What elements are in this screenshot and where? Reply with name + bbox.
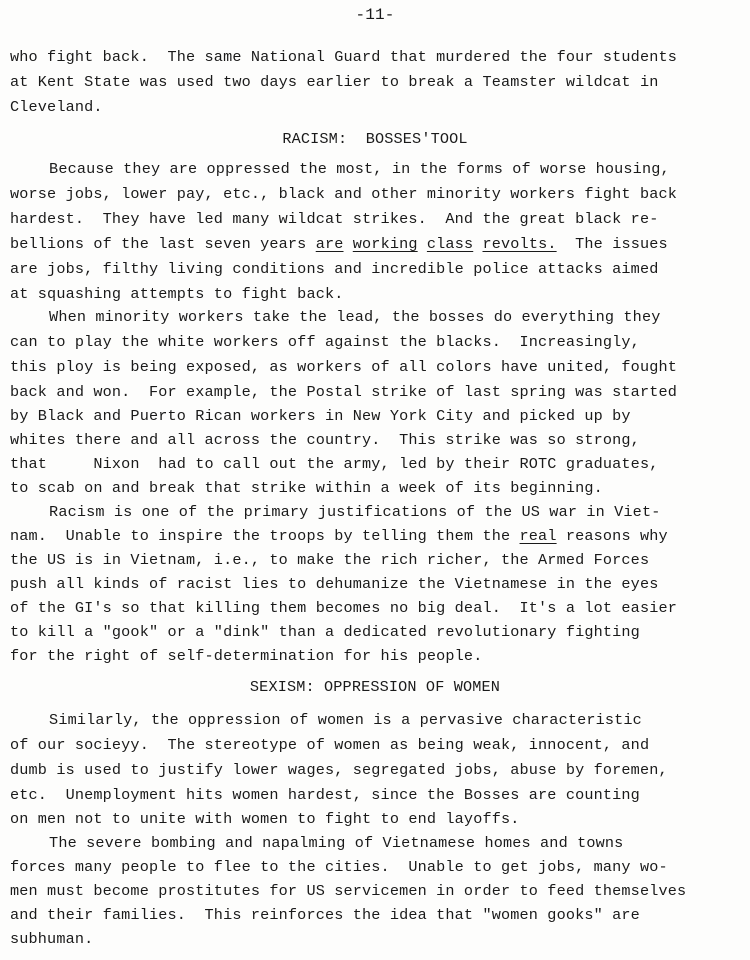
body-line: When minority workers take the lead, the bosses do everything they xyxy=(12,308,661,326)
body-line: forces many people to flee to the cities. Unable to get jobs, many wo- xyxy=(10,858,668,876)
body-line: men must become prostitutes for US servicemen in order to feed themselves xyxy=(10,882,687,900)
body-line: at squashing attempts to fight back. xyxy=(10,285,344,303)
section-heading-sexism: SEXISM: OPPRESSION OF WOMEN xyxy=(249,678,501,696)
underlined-word: real xyxy=(519,527,557,545)
body-line: on men not to unite with women to fight to end layoffs. xyxy=(10,810,520,828)
underlined-word: working xyxy=(352,235,418,253)
text-run: reasons why xyxy=(556,527,668,545)
body-line xyxy=(10,527,668,545)
body-line: for the right of self-determination for his people. xyxy=(10,647,483,665)
underlined-word: class xyxy=(426,235,474,253)
body-line: this ploy is being exposed, as workers of all colors have united, fought xyxy=(10,358,678,376)
body-line: worse jobs, lower pay, etc., black and other minority workers fight back xyxy=(10,185,678,203)
body-line: can to play the white workers off against the blacks. Increasingly, xyxy=(10,333,640,351)
body-line: of our socieyy. The stereotype of women as being weak, innocent, and xyxy=(10,736,650,754)
text-run xyxy=(473,235,482,253)
body-line: hardest. They have led many wildcat strikes. And the great black re- xyxy=(10,210,659,228)
body-line: back and won. For example, the Postal strike of last spring was started xyxy=(10,383,678,401)
body-line: Racism is one of the primary justifications of the US war in Viet- xyxy=(12,503,661,521)
body-line: of the GI's so that killing them becomes no big deal. It's a lot easier xyxy=(10,599,678,617)
text-run: nam. Unable to inspire the troops by telling them the xyxy=(10,527,520,545)
text-run xyxy=(418,235,427,253)
body-line: and their families. This reinforces the idea that "women gooks" are xyxy=(10,906,640,924)
body-line: Cleveland. xyxy=(10,98,103,116)
body-line: by Black and Puerto Rican workers in New York City and picked up by xyxy=(10,407,631,425)
section-heading-racism: RACISM: BOSSES'TOOL xyxy=(282,130,468,148)
body-line: to scab on and break that strike within a week of its beginning. xyxy=(10,479,603,497)
body-line: at Kent State was used two days earlier to break a Teamster wildcat in xyxy=(10,73,659,91)
body-line: Similarly, the oppression of women is a pervasive characteristic xyxy=(12,711,642,729)
underlined-word: revolts. xyxy=(482,235,557,253)
body-line: Because they are oppressed the most, in the forms of worse housing, xyxy=(12,160,670,178)
body-line: are jobs, filthy living conditions and incredible police attacks aimed xyxy=(10,260,659,278)
body-line: dumb is used to justify lower wages, segregated jobs, abuse by foremen, xyxy=(10,761,668,779)
body-line: etc. Unemployment hits women hardest, since the Bosses are counting xyxy=(10,786,640,804)
body-line: the US is in Vietnam, i.e., to make the rich richer, the Armed Forces xyxy=(10,551,650,569)
text-run: The issues xyxy=(556,235,668,253)
body-line: push all kinds of racist lies to dehumanize the Vietnamese in the eyes xyxy=(10,575,659,593)
body-line xyxy=(10,235,668,253)
body-line: who fight back. The same National Guard that murdered the four students xyxy=(10,48,678,66)
page-number: -11- xyxy=(355,6,395,24)
body-line: The severe bombing and napalming of Vietnamese homes and towns xyxy=(12,834,624,852)
underlined-word: are xyxy=(315,235,344,253)
text-run xyxy=(344,235,353,253)
text-run: bellions of the last seven years xyxy=(10,235,316,253)
body-line: that Nixon had to call out the army, led by their ROTC graduates, xyxy=(10,455,659,473)
body-line: subhuman. xyxy=(10,930,94,948)
body-line: to kill a "gook" or a "dink" than a dedicated revolutionary fighting xyxy=(10,623,640,641)
body-line: whites there and all across the country. This strike was so strong, xyxy=(10,431,640,449)
